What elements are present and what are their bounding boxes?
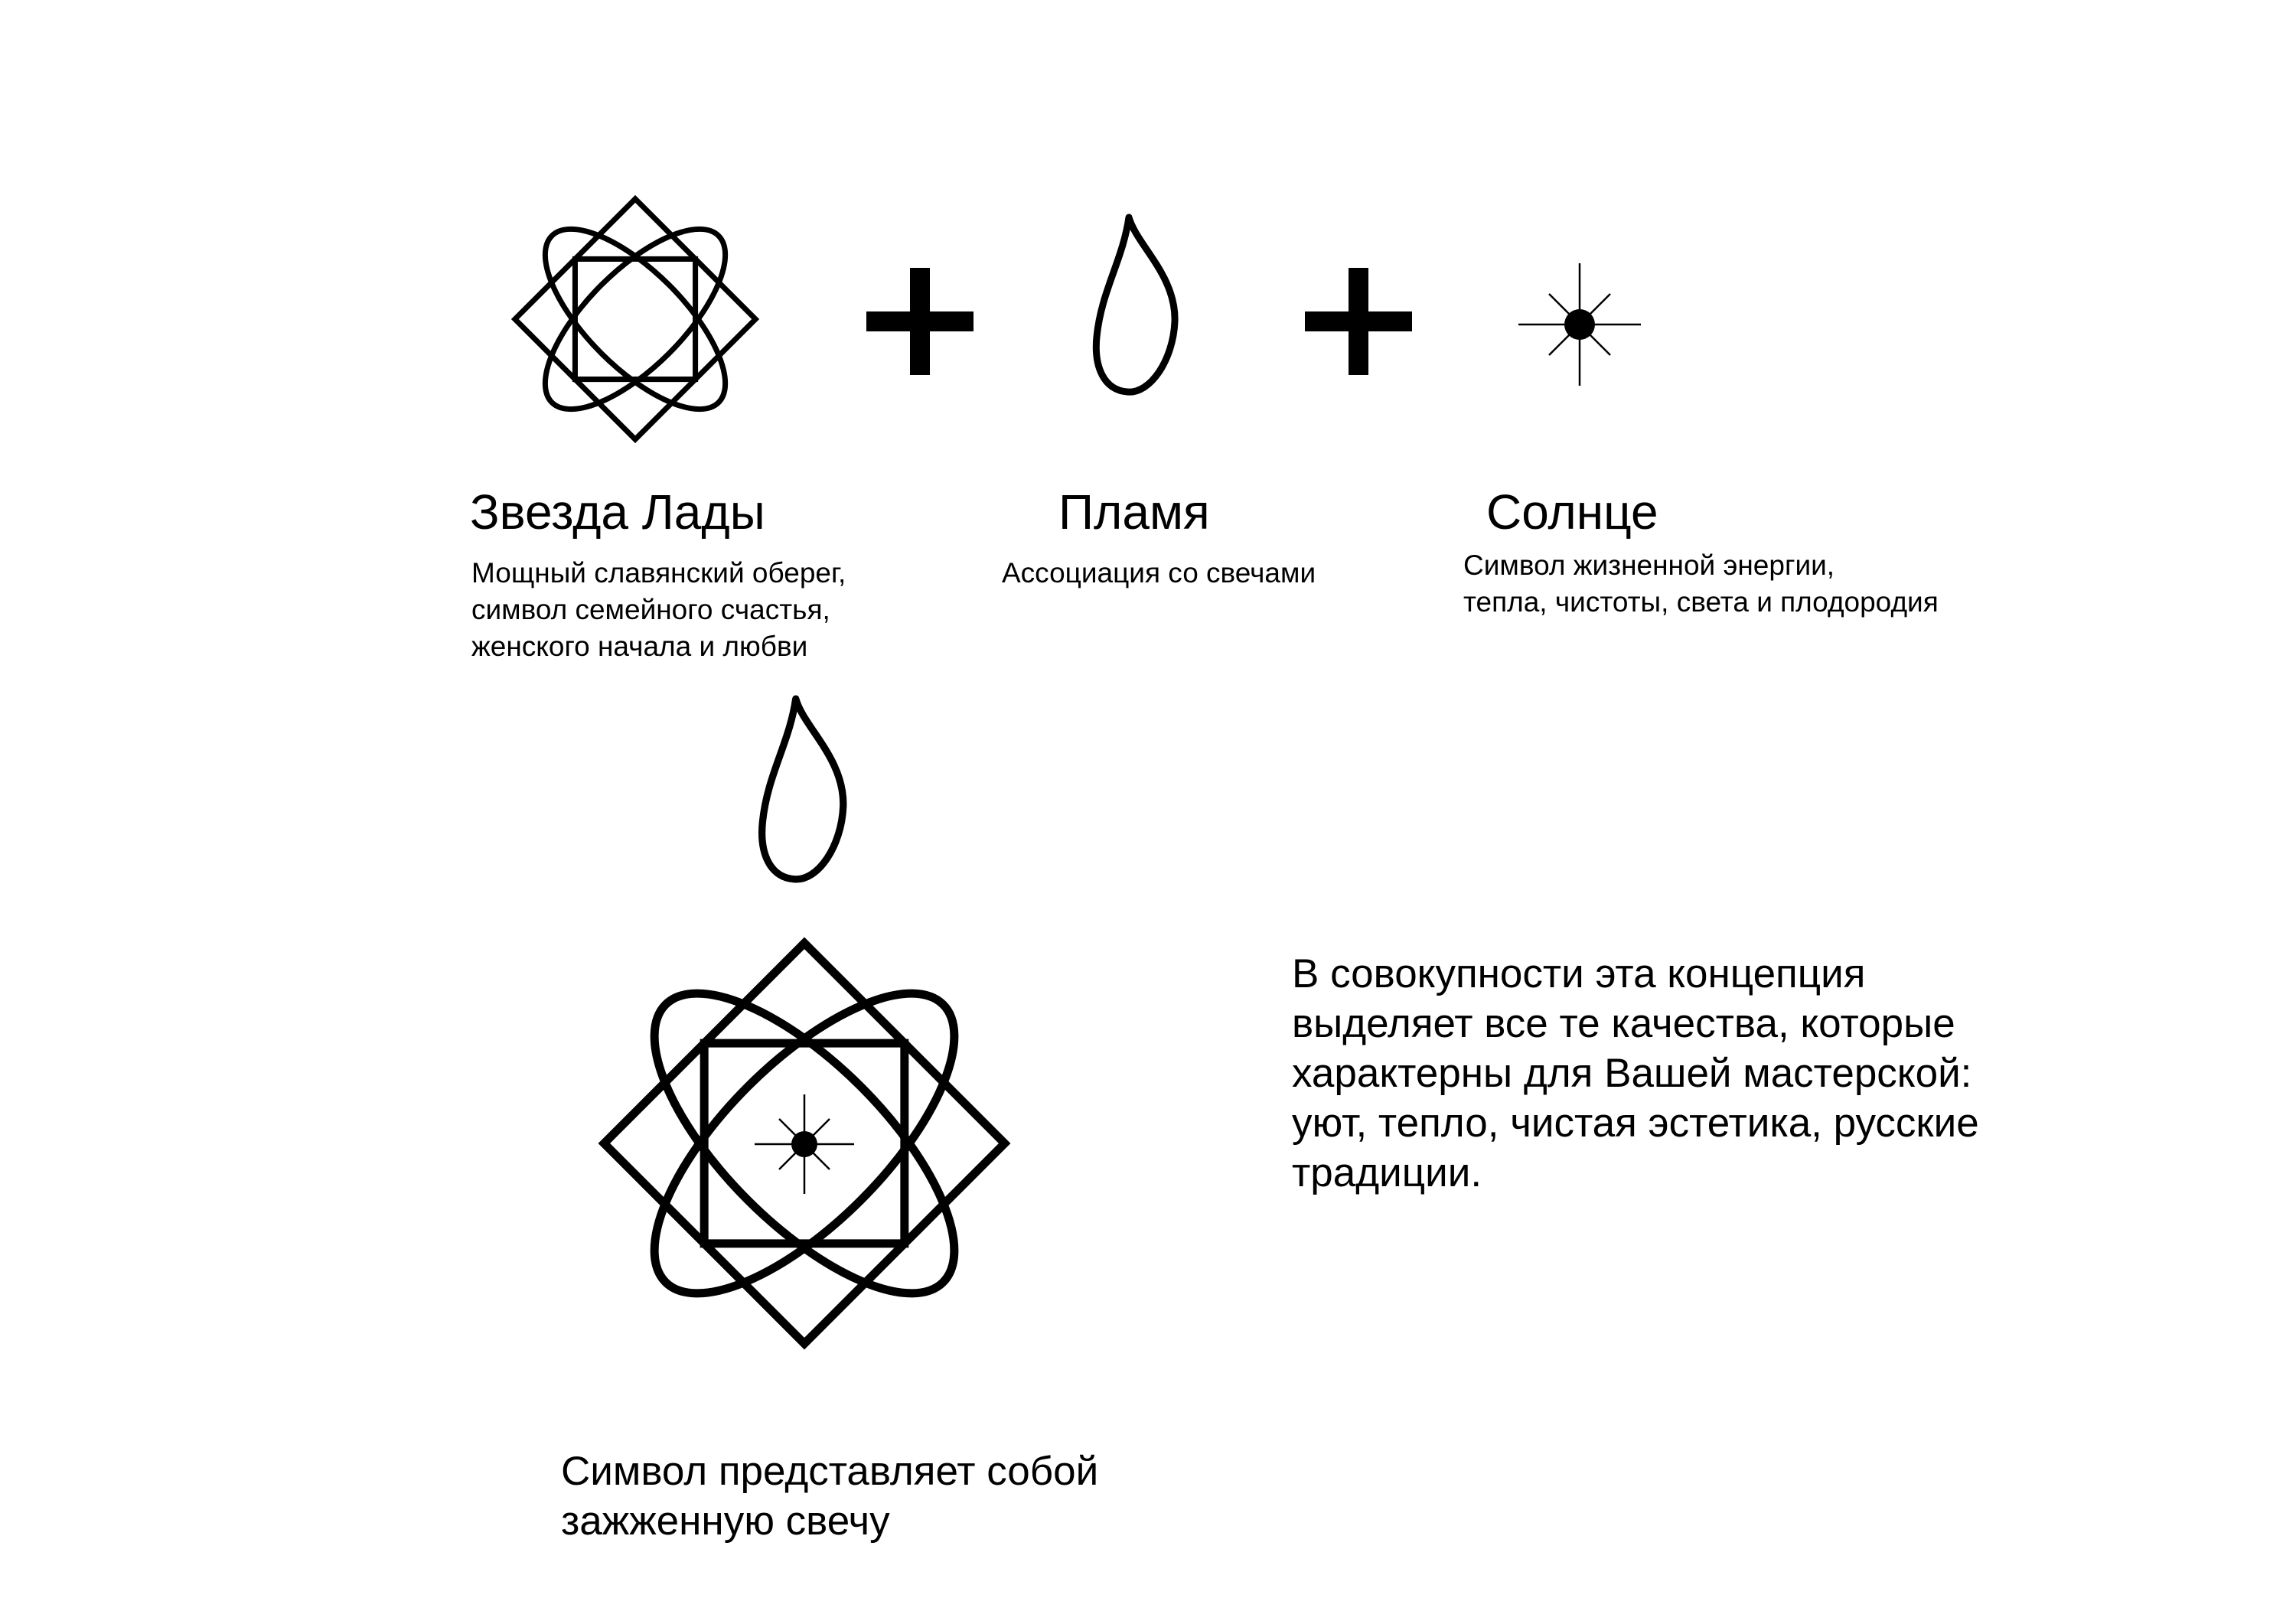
flame-icon [1089,214,1181,398]
component-description-lada-star: Мощный славянский оберег, символ семейного счастья, женского начала и любви [471,557,846,662]
component-title-flame: Пламя [1058,484,1210,540]
plus-icon [866,268,974,375]
plus-icon [1305,268,1412,375]
component-title-sun: Солнце [1486,484,1658,540]
concept-text: В совокупности эта концепция выделяет все те качества, которые характерны для Вашей мастерской: уют, тепло, чистая эстетика, русские традиции. [1292,951,1979,1195]
sun-icon [1518,263,1641,386]
sun-icon [755,1094,854,1194]
symbol-caption: Символ представляет собой зажженную свечу [561,1449,1099,1544]
component-description-flame: Ассоциация со свечами [1002,557,1316,589]
component-title-lada-star: Звезда Лады [470,484,765,540]
component-description-sun: Символ жизненной энергии, тепла, чистоты, света и плодородия [1463,549,1939,618]
lit-candle-flame-icon [755,695,850,886]
lada-star-icon [509,193,762,445]
